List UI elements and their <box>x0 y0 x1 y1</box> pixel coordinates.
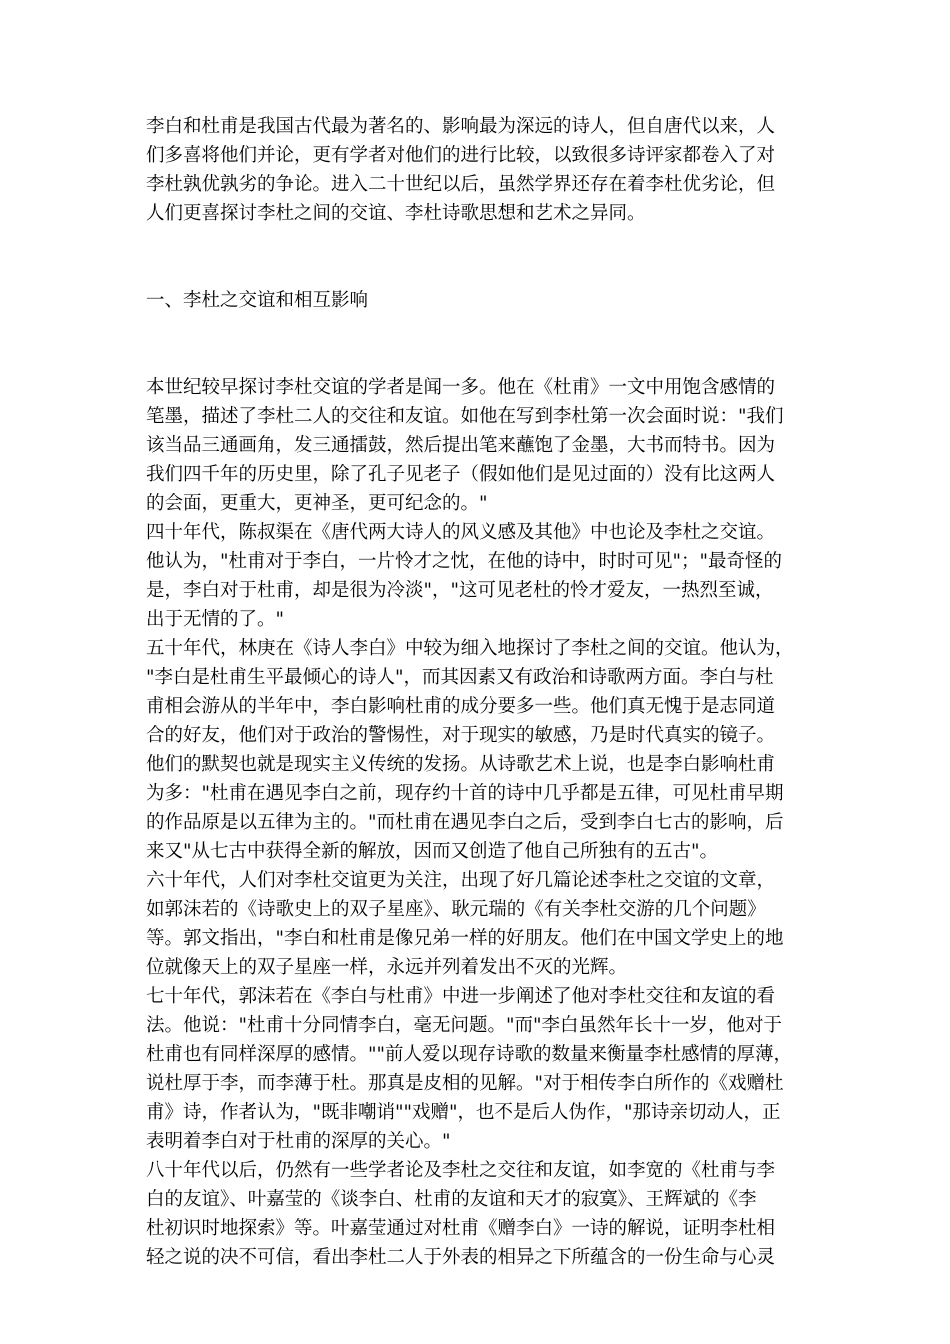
text-line: 位就像天上的双子星座一样，永远并列着发出不灭的光辉。 <box>146 957 628 978</box>
text-line: 他们的默契也就是现实主义传统的发扬。从诗歌艺术上说，也是李白影响杜甫 <box>146 754 776 775</box>
section-heading: 一、李杜之交谊和相互影响 <box>146 290 369 311</box>
text-line: 如郭沫若的《诗歌史上的双子星座》、耿元瑞的《有关李杜交游的几个问题》 <box>146 899 766 920</box>
text-line: 是，李白对于杜甫，却是很为冷淡"，"这可见老杜的怜才爱友，一热烈至诚， <box>146 580 774 601</box>
blank-line <box>146 344 808 373</box>
text-line: "李白是杜甫生平最倾心的诗人"，而其因素又有政治和诗歌两方面。李白与杜 <box>146 667 774 688</box>
text-line: 表明着李白对于杜甫的深厚的关心。" <box>146 1131 451 1152</box>
text-line: 的作品原是以五律为主的。"而杜甫在遇见李白之后，受到李白七古的影响，后 <box>146 812 784 833</box>
text-line: 四十年代，陈叔渠在《唐代两大诗人的风义感及其他》中也论及李杜之交谊。 <box>146 522 776 543</box>
text-line: 合的好友，他们对于政治的警惕性，对于现实的敏感，乃是时代真实的镜子。 <box>146 725 776 746</box>
text-line: 为多："杜甫在遇见李白之前，现存约十首的诗中几乎都是五律，可见杜甫早期 <box>146 783 784 804</box>
text-line: 李杜孰优孰劣的争论。进入二十世纪以后，虽然学界还存在着李杜优劣论，但 <box>146 174 776 195</box>
paragraph-1960s <box>146 866 808 982</box>
text-line: 李白和杜甫是我国古代最为著名的、影响最为深远的诗人，但自唐代以来，人 <box>146 116 776 137</box>
text-line: 来又"从七古中获得全新的解放，因而又创造了他自己所独有的五古"。 <box>146 841 719 862</box>
text-line: 该当品三通画角，发三通擂鼓，然后提出笔来蘸饱了金墨，大书而特书。因为 <box>146 435 776 456</box>
text-line: 笔墨，描述了李杜二人的交往和友谊。如他在写到李杜第一次会面时说："我们 <box>146 406 784 427</box>
text-line: 甫相会游从的半年中，李白影响杜甫的成分要多一些。他们真无愧于是志同道 <box>146 696 776 717</box>
text-line: 轻之说的决不可信，看出李杜二人于外表的相异之下所蕴含的一份生命与心灵 <box>146 1247 776 1268</box>
text-line: 说杜厚于李，而李薄于杜。那真是皮相的见解。"对于相传李白所作的《戏赠杜 <box>146 1073 784 1094</box>
paragraph-1950s <box>146 634 808 866</box>
text-line: 五十年代，林庚在《诗人李白》中较为细入地探讨了李杜之间的交谊。他认为， <box>146 638 794 659</box>
paragraph-1980s <box>146 1156 808 1272</box>
text-line: 法。他说："杜甫十分同情李白，毫无问题。"而"李白虽然年长十一岁，他对于 <box>146 1015 783 1036</box>
document-body <box>146 112 808 1272</box>
text-line: 杜初识时地探索》等。叶嘉莹通过对杜甫《赠李白》一诗的解说，证明李杜相 <box>146 1218 776 1239</box>
text-line: 六十年代，人们对李杜交谊更为关注，出现了好几篇论述李杜之交谊的文章， <box>146 870 776 891</box>
text-line: 的会面，更重大，更神圣，更可纪念的。" <box>146 493 488 514</box>
blank-line <box>146 257 808 286</box>
paragraph-1970s <box>146 982 808 1156</box>
text-line: 人们更喜探讨李杜之间的交谊、李杜诗歌思想和艺术之异同。 <box>146 203 646 224</box>
text-line: 甫》诗，作者认为，"既非嘲诮""戏赠"，也不是后人伪作，"那诗亲切动人，正 <box>146 1102 781 1123</box>
text-line: 七十年代，郭沫若在《李白与杜甫》中进一步阐述了他对李杜交往和友谊的看 <box>146 986 776 1007</box>
intro-paragraph <box>146 112 808 228</box>
text-line: 八十年代以后，仍然有一些学者论及李杜之交往和友谊，如李宽的《杜甫与李 <box>146 1160 776 1181</box>
paragraph-1940s <box>146 518 808 634</box>
paragraph-wen-yiduo <box>146 373 808 518</box>
text-line: 他认为，"杜甫对于李白，一片怜才之忱，在他的诗中，时时可见"；"最奇怪的 <box>146 551 783 572</box>
text-line: 们多喜将他们并论，更有学者对他们的进行比较，以致很多诗评家都卷入了对 <box>146 145 776 166</box>
text-line: 出于无情的了。" <box>146 609 285 630</box>
blank-line <box>146 228 808 257</box>
text-line: 我们四千年的历史里，除了孔子见老子（假如他们是见过面的）没有比这两人 <box>146 464 776 485</box>
text-line: 本世纪较早探讨李杜交谊的学者是闻一多。他在《杜甫》一文中用饱含感情的 <box>146 377 776 398</box>
text-line: 白的友谊》、叶嘉莹的《谈李白、杜甫的友谊和天才的寂寞》、王辉斌的《李 <box>146 1189 757 1210</box>
text-line: 等。郭文指出，"李白和杜甫是像兄弟一样的好朋友。他们在中国文学史上的地 <box>146 928 784 949</box>
text-line: 杜甫也有同样深厚的感情。""前人爱以现存诗歌的数量来衡量李杜感情的厚薄， <box>146 1044 793 1065</box>
blank-line <box>146 315 808 344</box>
